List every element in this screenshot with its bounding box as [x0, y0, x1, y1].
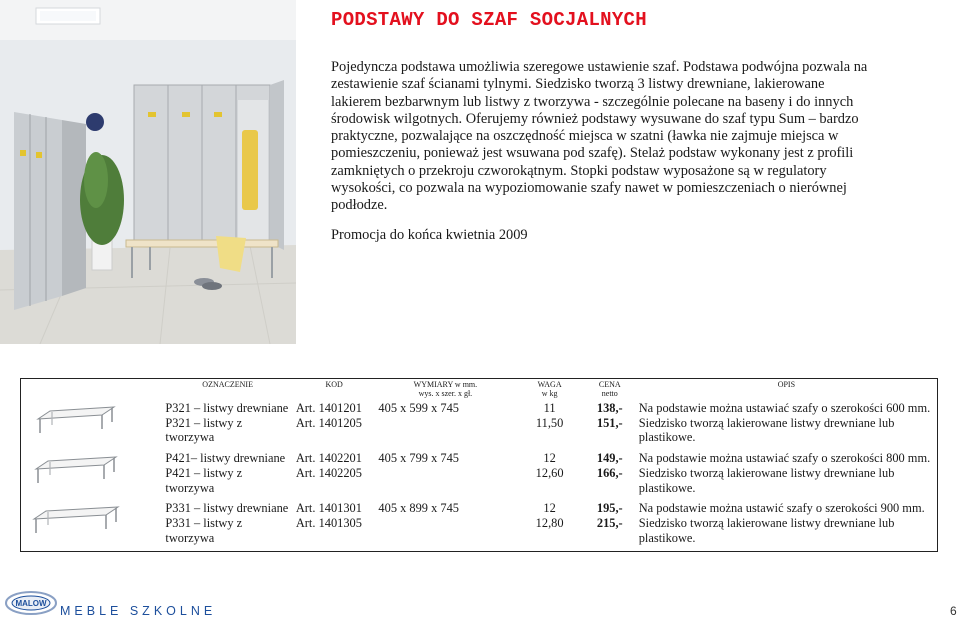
header-code: KOD: [325, 380, 343, 389]
company-logo: [4, 590, 58, 621]
header-weight-sub: w kg: [541, 389, 558, 398]
header-weight-line: WAGA: [537, 380, 562, 389]
intro-paragraph: Pojedyncza podstawa umożliwia szeregowe ustawienie szaf. Podstawa podwójna pozwala na zestawienie szaf ścianami tylnymi. Siedzisko tworzą 3 listwy drewniane, lakierowane lakierem bezbarwnym lub listwy z tworzywa - szczególnie polecane na baseny i do innych środowisk wilgotnych. Oferujemy również podstawy wysuwane do szaf typu Sum – bardzo praktyczne, pozwalające na oszczędność miejsca w szatni (ławka nie zajmuje miejsca w pomieszczeniu, ponieważ jest wsuwana pod szafę). Stelaż podstaw wykonany jest z profili zamkniętych o przekroju czworokątnym. Stopki podstaw wyposażone są w regulatory wysokości, co pozwala na wypoziomowanie szafy nawet w pomieszczeniach o nierównej podłodze.: [331, 59, 868, 214]
product-weight: 11 11,50: [535, 401, 564, 430]
product-name: P321 – listwy drewniane P321 – listwy z tworzywa: [165, 401, 289, 445]
table-row: [21, 401, 938, 451]
product-thumbnail: [21, 501, 163, 552]
header-desc: OPIS: [777, 380, 796, 389]
product-price: 149,- 166,-: [596, 451, 623, 480]
bench-base-icon: [24, 401, 120, 437]
product-dims: 405 x 799 x 745: [378, 451, 459, 466]
product-code: Art. 1401301 Art. 1401305: [295, 501, 362, 530]
product-code: Art. 1402201 Art. 1402205: [295, 451, 362, 480]
header-price-sub: netto: [601, 389, 618, 398]
page-number: 6: [950, 604, 957, 618]
product-dims: 405 x 599 x 745: [378, 401, 459, 415]
header-price-line: CENA: [598, 380, 621, 389]
product-desc: Na podstawie można ustawić szafy o szerokości 900 mm. Siedzisko tworzą lakierowane listwy drewniane lub plastikowe.: [638, 501, 925, 545]
product-thumbnail: [21, 401, 163, 451]
table-header-row: [21, 379, 938, 402]
table-row: [21, 451, 938, 501]
promo-text: Promocja do końca kwietnia 2009: [331, 227, 528, 243]
header-weight: [515, 379, 583, 402]
product-weight: 12 12,80: [535, 501, 564, 530]
brand-name: MEBLE SZKOLNE: [60, 604, 217, 618]
bench-base-icon: [24, 501, 120, 537]
product-weight: 12 12,60: [535, 451, 564, 480]
product-desc: Na podstawie można ustawiać szafy o szerokości 600 mm. Siedzisko tworzą lakierowane listwy drewniane lub plastikowe.: [638, 401, 931, 445]
page-title: PODSTAWY DO SZAF SOCJALNYCH: [331, 9, 647, 31]
header-price: [584, 379, 636, 402]
logo-text: MALOW: [15, 599, 47, 608]
product-name: P331 – listwy drewniane P331 – listwy z tworzywa: [165, 501, 289, 545]
header-dims: [375, 379, 515, 402]
product-desc: Na podstawie można ustawiać szafy o szerokości 800 mm. Siedzisko tworzą lakierowane listwy drewniane lub plastikowe.: [638, 451, 931, 495]
bench-base-icon: [24, 451, 120, 487]
product-thumbnail: [21, 451, 163, 501]
product-code: Art. 1401201 Art. 1401205: [295, 401, 362, 430]
logo-icon: [4, 590, 58, 616]
product-price: 195,- 215,-: [596, 501, 623, 530]
header-dims-sub: wys. x szer. x gł.: [418, 389, 473, 398]
header-dims-line: WYMIARY w mm.: [413, 380, 478, 389]
product-price: 138,- 151,-: [596, 401, 623, 430]
product-dims: 405 x 899 x 745: [378, 501, 459, 516]
spec-table: [20, 378, 938, 552]
locker-room-photo: [0, 0, 296, 344]
header-name: OZNACZENIE: [202, 380, 253, 389]
header-empty: [21, 379, 163, 402]
product-name: P421– listwy drewniane P421 – listwy z tworzywa: [165, 451, 286, 495]
table-row: [21, 501, 938, 552]
